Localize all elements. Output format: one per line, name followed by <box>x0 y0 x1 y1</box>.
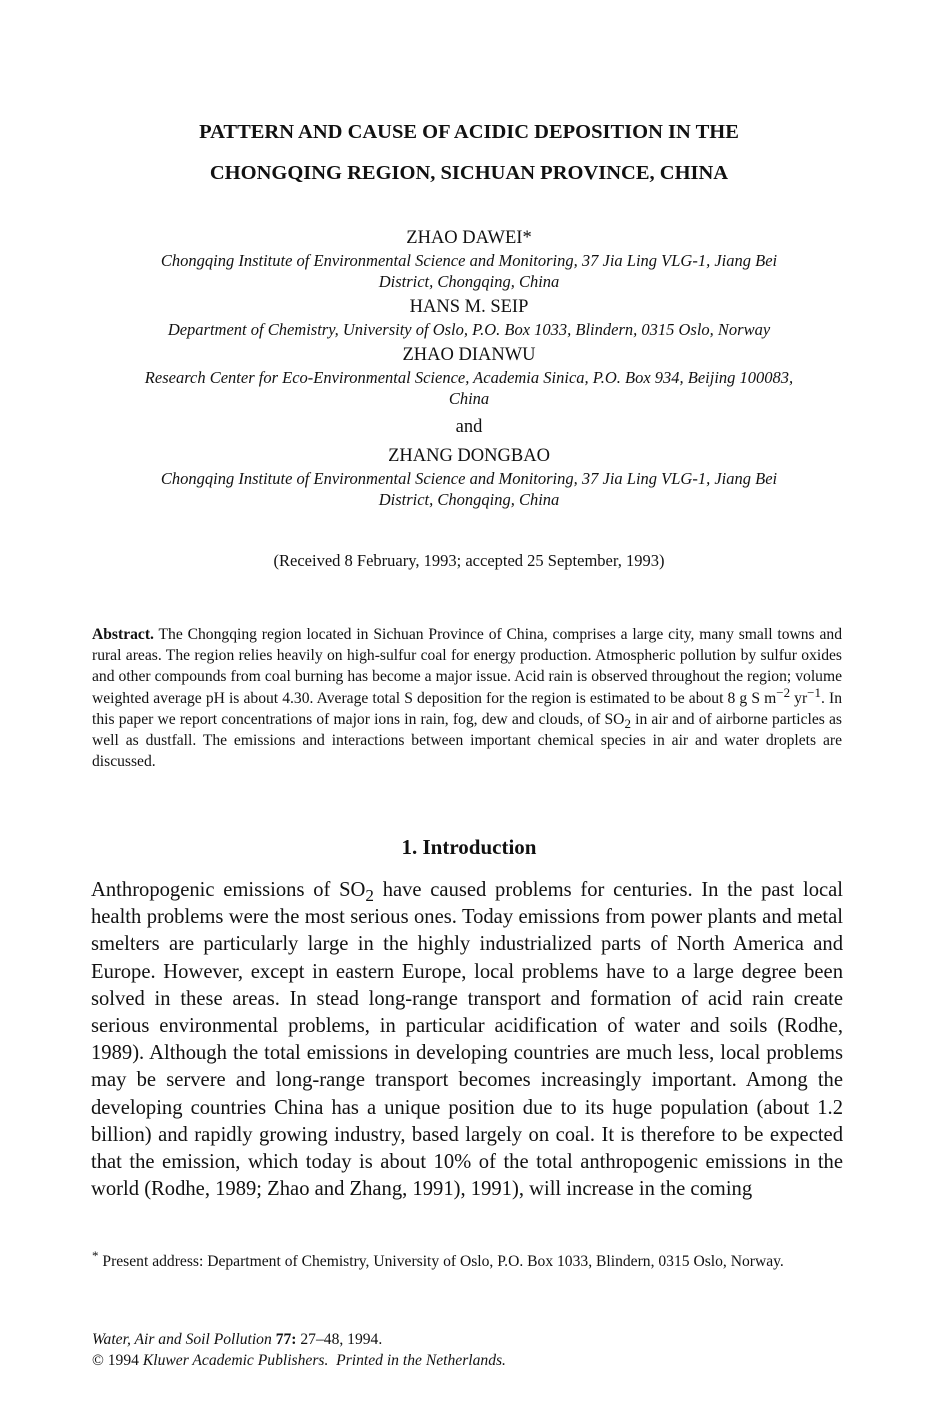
author-block <box>88 226 850 510</box>
title-line-2: CHONGQING REGION, SICHUAN PROVINCE, CHINA <box>209 162 729 184</box>
intro-text-1: Anthropogenic emissions of SO <box>91 879 366 901</box>
intro-text-2: have caused problems for centuries. In the past local health problems were the most serious ones. Today emissions from power plants and metal smelters are particularly large in the highly industrialized parts of North America and Europe. However, except in eastern Europe, local problems have to a large degree been solved in these areas. In stead long-range transport and formation of acid rain create serious environmental problems, in particular acidification of water and soils (Rodhe, 1989). Although the total emissions in developing countries are much less, local problems may be servere and long-range transport becomes increasingly important. Among the developing countries China has a unique position due to its huge population (about 1.2 billion) and rapidly growing industry, based largely on coal. It is therefore to be expected that the emission, which today is about 10% of the total anthropogenic emissions in the world (Rodhe, 1989; Zhao and Zhang, 1991), 1991), will increase in the coming <box>91 879 843 1201</box>
received-dates: (Received 8 February, 1993; accepted 25 September, 1993) <box>273 551 665 570</box>
intro-sub: 2 <box>365 886 374 906</box>
copyright-year: 1994 <box>103 1352 143 1369</box>
footnote-marker: * <box>92 1247 99 1263</box>
footnote <box>92 1247 842 1272</box>
journal-name: Water, Air and Soil Pollution <box>92 1331 272 1348</box>
title-line-1: PATTERN AND CAUSE OF ACIDIC DEPOSITION IN THE <box>199 121 739 143</box>
journal-info <box>92 1329 842 1371</box>
printed-location: Printed in the Netherlands. <box>336 1352 506 1369</box>
author-affiliation-2a: Department of Chemistry, University of Oslo, P.O. Box 1033, Blindern, 0315 Oslo, Norway <box>167 320 771 339</box>
author-affiliation-1b: District, Chongqing, China <box>378 272 560 291</box>
copyright-line <box>92 1350 842 1371</box>
abstract-label: Abstract. <box>92 626 154 643</box>
journal-volume: 77: <box>275 1331 297 1348</box>
section-heading-introduction: 1. Introduction <box>401 835 537 859</box>
abstract-text-1: The Chongqing region located in Sichuan Province of China, comprises a large city, many small towns and rural areas. The region relies heavily on high-sulfur coal for energy production. Atmospheric pollution by sulfur oxides and other compounds from coal burning has become a major issue. Acid rain is observed throughout the region; volume weighted average pH is about 4.30. Average total S deposition for the region is estimated to be about 8 g S m <box>92 626 842 707</box>
author-affiliation-4b: District, Chongqing, China <box>378 490 560 509</box>
author-affiliation-1a: Chongqing Institute of Environmental Science and Monitoring, 37 Jia Ling VLG-1, Jiang Bei <box>160 251 778 270</box>
author-affiliation-3a: Research Center for Eco-Environmental Science, Academia Sinica, P.O. Box 934, Beijing 100083, <box>144 368 794 387</box>
journal-pages: 27–48, 1994. <box>296 1331 383 1348</box>
author-name-4: ZHANG DONGBAO <box>388 446 550 466</box>
abstract <box>92 624 842 772</box>
author-affiliation-3b: China <box>448 389 490 408</box>
publisher-name: Kluwer Academic Publishers. <box>142 1352 329 1369</box>
abstract-text-2: yr <box>790 689 808 707</box>
journal-citation-line <box>92 1329 842 1350</box>
author-separator-and: and <box>455 417 483 437</box>
abstract-sup-2: −1 <box>807 684 822 700</box>
footnote-text: Present address: Department of Chemistry, University of Oslo, P.O. Box 1033, Blindern, 0315 Oslo, Norway. <box>98 1253 784 1270</box>
copyright-icon: © <box>92 1352 104 1369</box>
author-name-2: HANS M. SEIP <box>409 297 529 317</box>
paper-title <box>90 112 848 194</box>
abstract-sub-1: 2 <box>624 715 631 731</box>
author-name-3: ZHAO DIANWU <box>402 345 536 365</box>
abstract-text-4: in air and of airborne particles as well as dustfall. The emissions and interactions between important chemical species in air and water droplets are discussed. <box>92 710 842 771</box>
author-affiliation-4a: Chongqing Institute of Environmental Science and Monitoring, 37 Jia Ling VLG-1, Jiang Bei <box>160 469 778 488</box>
abstract-sup-1: −2 <box>776 684 791 700</box>
author-name-1: ZHAO DAWEI* <box>406 228 532 248</box>
abstract-text-3: . In this paper we report concentrations of major ions in rain, fog, dew and clouds, of SO <box>92 689 843 728</box>
introduction-paragraph <box>91 877 843 1203</box>
